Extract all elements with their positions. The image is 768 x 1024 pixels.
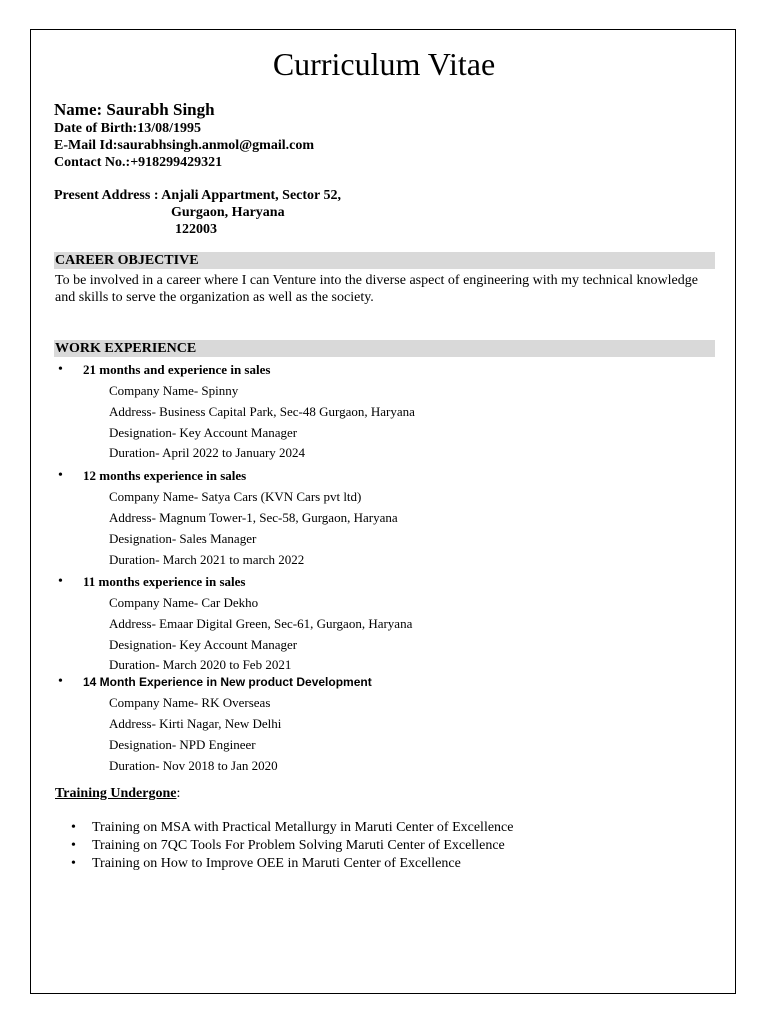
- training-heading-colon: :: [176, 786, 181, 801]
- job-designation: Designation- Key Account Manager: [109, 637, 298, 652]
- training-item: Training on 7QC Tools For Problem Solving Maruti Center of Excellence: [92, 838, 505, 853]
- training-bullet: •: [71, 856, 76, 871]
- training-bullet: •: [71, 838, 76, 853]
- job-heading: 11 months experience in sales: [83, 574, 246, 589]
- job-company: Company Name- Spinny: [109, 383, 239, 398]
- date-of-birth: Date of Birth:13/08/1995: [54, 121, 201, 136]
- work-experience-heading: WORK EXPERIENCE: [55, 341, 197, 356]
- training-heading-text: Training Undergone: [55, 786, 177, 801]
- job-designation: Designation- Key Account Manager: [109, 425, 298, 440]
- job-address: Address- Kirti Nagar, New Delhi: [109, 716, 282, 731]
- present-address-line3: 122003: [175, 222, 217, 237]
- job-company: Company Name- Car Dekho: [109, 595, 259, 610]
- training-bullet: •: [71, 820, 76, 835]
- training-item: Training on MSA with Practical Metallurgy in Maruti Center of Excellence: [92, 820, 514, 835]
- training-item: Training on How to Improve OEE in Maruti Center of Excellence: [92, 856, 461, 871]
- email: E-Mail Id:saurabhsingh.anmol@gmail.com: [54, 138, 314, 153]
- job-heading: 12 months experience in sales: [83, 468, 247, 483]
- job-bullet: •: [58, 362, 63, 377]
- job-bullet: •: [58, 674, 63, 689]
- job-designation: Designation- Sales Manager: [109, 531, 257, 546]
- training-heading: [55, 785, 180, 803]
- career-objective-heading: CAREER OBJECTIVE: [55, 253, 199, 268]
- job-company: Company Name- RK Overseas: [109, 695, 271, 710]
- job-address: Address- Magnum Tower-1, Sec-58, Gurgaon, Haryana: [109, 510, 398, 525]
- present-address-line2: Gurgaon, Haryana: [171, 205, 285, 220]
- job-company: Company Name- Satya Cars (KVN Cars pvt ltd): [109, 489, 362, 504]
- job-address: Address- Emaar Digital Green, Sec-61, Gurgaon, Haryana: [109, 616, 413, 631]
- job-designation: Designation- NPD Engineer: [109, 737, 256, 752]
- job-duration: Duration- March 2021 to march 2022: [109, 552, 305, 567]
- candidate-name: Name: Saurabh Singh: [54, 100, 215, 119]
- present-address-line1: Present Address : Anjali Appartment, Sector 52,: [54, 188, 341, 203]
- job-heading: 21 months and experience in sales: [83, 362, 271, 377]
- contact-number: Contact No.:+918299429321: [54, 155, 223, 170]
- job-bullet: •: [58, 468, 63, 483]
- job-duration: Duration- April 2022 to January 2024: [109, 445, 306, 460]
- career-objective-text: To be involved in a career where I can Venture into the diverse aspect of engineering with my technical knowledge and skills to serve the organization as well as the society.: [55, 273, 698, 305]
- job-address: Address- Business Capital Park, Sec-48 Gurgaon, Haryana: [109, 404, 415, 419]
- job-duration: Duration- March 2020 to Feb 2021: [109, 657, 292, 672]
- job-heading: 14 Month Experience in New product Development: [83, 675, 372, 689]
- job-duration: Duration- Nov 2018 to Jan 2020: [109, 758, 278, 773]
- job-bullet: •: [58, 574, 63, 589]
- page-title: Curriculum Vitae: [272, 46, 496, 82]
